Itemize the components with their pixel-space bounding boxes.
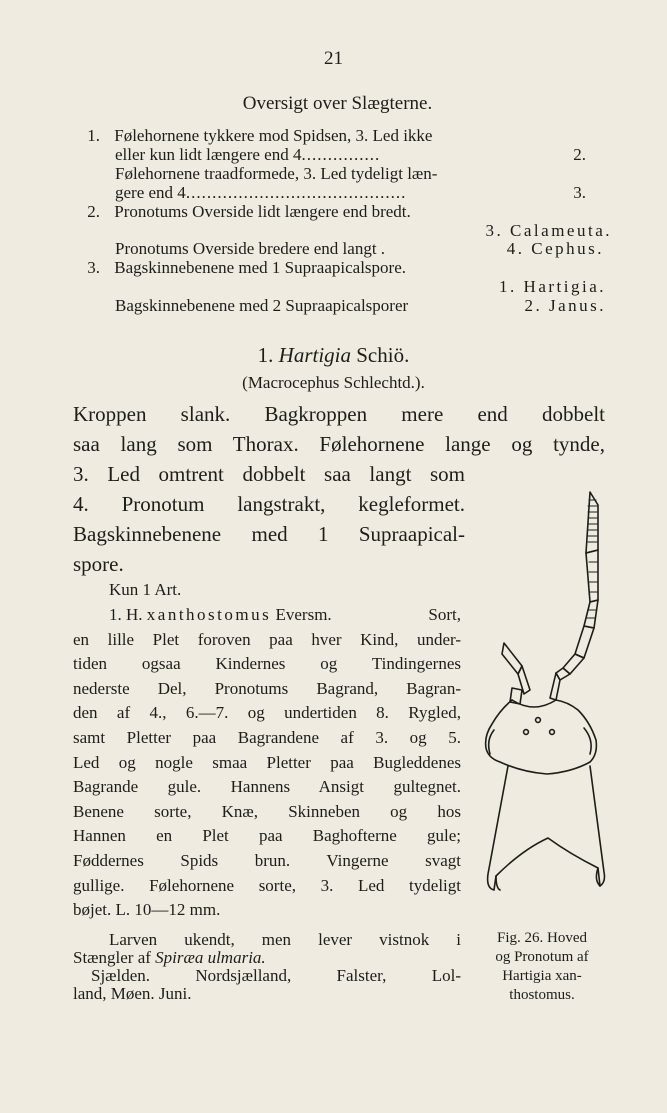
species-line: tiden ogsaa Kindernes og Tindingernes: [73, 654, 461, 674]
key-line-2: [115, 145, 380, 164]
leader-dots: ...............: [301, 145, 381, 164]
description-line: Kroppen slank. Bagkroppen mere end dobbelt: [73, 402, 605, 426]
species-line: den af 4., 6.—7. og undertiden 8. Rygled,: [73, 703, 461, 723]
caption-line: og Pronotum af: [495, 949, 589, 965]
larva-text: Stængler af: [73, 948, 151, 967]
key-result: 4. Cephus.: [506, 239, 604, 258]
art-count: Kun 1 Art.: [109, 580, 182, 599]
description-line: saa lang som Thorax. Følehornene lange og tynde,: [73, 432, 605, 456]
genus-synonym: (Macrocephus Schlechtd.).: [242, 373, 425, 392]
ocellus: [524, 730, 529, 735]
head-outline: [486, 700, 597, 774]
species-line: Bagrande gule. Hannens Ansigt gultegnet.: [73, 777, 461, 797]
species-number: 1. H.: [109, 605, 143, 624]
ocellus: [550, 730, 555, 735]
key-line-1: [78, 126, 432, 145]
key-result: 3. Calameuta.: [485, 221, 612, 240]
species-line: Hannen en Plet paa Baghofterne gule;: [73, 826, 461, 846]
key-result: 2. Janus.: [524, 296, 606, 315]
hartigia-head-figure: [472, 478, 622, 908]
left-eye: [489, 730, 494, 754]
species-line: gullige. Følehornene sorte, 3. Led tydeligt: [73, 875, 461, 895]
key-line-5: [78, 202, 411, 221]
key-text: Bagskinnebenene med 1 Supraapicalspore.: [114, 258, 406, 277]
genus-name: Hartigia: [278, 343, 351, 367]
key-number: 2.: [87, 202, 100, 221]
species-heading: [109, 603, 332, 628]
caption-line: thostomus.: [509, 987, 575, 1003]
key-line-3: Følehornene traadformede, 3. Led tydeligt læn-: [115, 164, 438, 183]
key-text: gere end 4: [115, 183, 186, 202]
rarity-line: Sjælden. Nordsjælland, Falster, Lol-: [91, 966, 461, 985]
key-line-7: Pronotums Overside bredere end langt .: [115, 239, 386, 258]
clypeus: [512, 700, 556, 707]
right-eye: [584, 728, 591, 754]
larva-line: [73, 949, 266, 967]
pronotum-edge: [496, 876, 500, 890]
rarity-line: land, Møen. Juni.: [73, 984, 192, 1003]
species-name: xanthostomus: [146, 605, 272, 624]
left-antenna: [502, 643, 530, 704]
genus-heading: [0, 343, 667, 368]
genus-author: Schiö.: [356, 343, 410, 367]
key-number: 3.: [87, 258, 100, 277]
caption-line: Hartigia xan-: [502, 968, 582, 984]
species-line: bøjet. L. 10—12 mm.: [73, 900, 221, 920]
key-result: 1. Hartigia.: [499, 277, 606, 296]
species-line: Føddernes Spids brun. Vingerne svagt: [73, 851, 461, 870]
leader-dots: ..........................................: [185, 183, 407, 202]
key-line-4: [115, 183, 406, 202]
key-text: eller kun lidt længere end 4: [115, 145, 302, 164]
larva-line: Larven ukendt, men lever vistnok i: [109, 930, 461, 949]
species-line: Led og nogle smaa Pletter paa Bugleddenes: [73, 752, 461, 772]
species-line: Sort,: [428, 605, 461, 624]
description-line: spore.: [73, 552, 124, 576]
ocellus: [536, 718, 541, 723]
section-heading: Oversigt over Slægterne.: [242, 93, 433, 114]
key-line-8: [78, 258, 406, 277]
key-result: 3.: [573, 183, 586, 202]
key-line-10: Bagskinnebenene med 2 Supraapicalsporer: [115, 296, 409, 315]
right-antenna: [550, 492, 598, 700]
species-line: nederste Del, Pronotums Bagrand, Bagran-: [73, 678, 461, 698]
description-line: Bagskinnebenene med 1 Supraapical-: [73, 522, 465, 546]
key-number: 1.: [87, 126, 100, 145]
key-result: 2.: [573, 145, 586, 164]
species-line: en lille Plet foroven paa hver Kind, under-: [73, 629, 461, 649]
description-line: 3. Led omtrent dobbelt saa langt som: [73, 462, 465, 486]
key-text: Følehornene tykkere mod Spidsen, 3. Led ikke: [114, 126, 433, 145]
key-text: Pronotums Overside lidt længere end bredt.: [114, 202, 411, 221]
host-plant: Spiræa ulmaria.: [155, 948, 266, 967]
species-author: Eversm.: [275, 605, 332, 624]
species-line: Benene sorte, Knæ, Skinneben og hos: [73, 801, 461, 821]
caption-line: Fig. 26. Hoved: [497, 930, 587, 946]
description-line: 4. Pronotum langstrakt, kegleformet.: [73, 492, 465, 516]
page-number: 21: [324, 48, 343, 69]
pronotum-outline: [488, 766, 605, 890]
species-line: samt Pletter paa Bagrandene af 3. og 5.: [73, 728, 461, 747]
genus-number: 1.: [257, 343, 274, 367]
